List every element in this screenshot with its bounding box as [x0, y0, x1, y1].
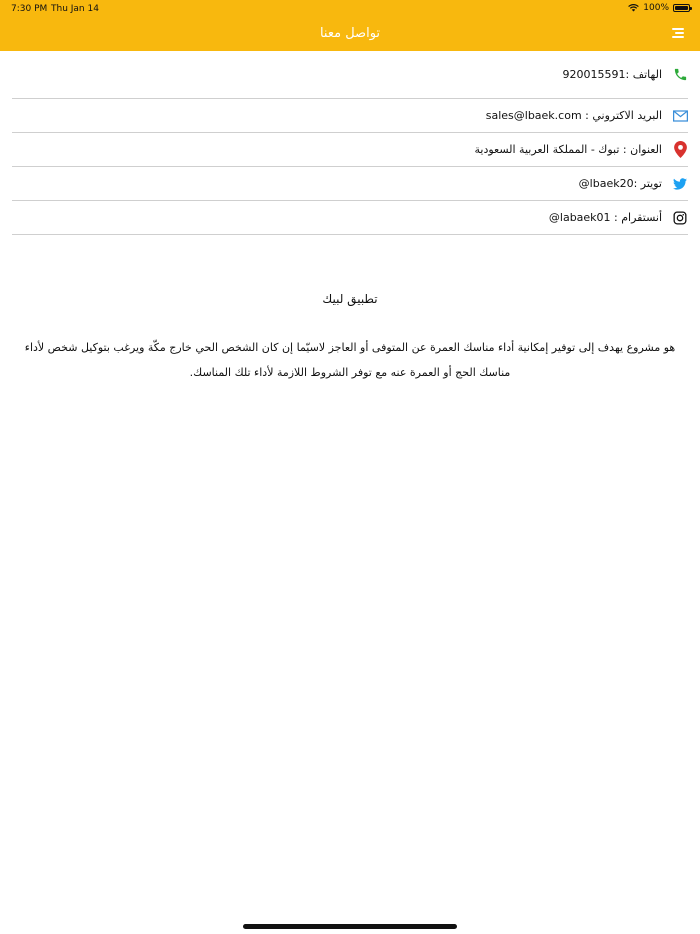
menu-icon[interactable] [670, 27, 684, 39]
contact-twitter-label: تويتر :lbaek20@ [578, 177, 662, 190]
twitter-icon [672, 176, 688, 192]
wifi-icon [628, 4, 639, 12]
app-header [0, 0, 700, 51]
contact-address-row[interactable] [12, 133, 688, 167]
home-indicator[interactable] [243, 924, 457, 929]
navbar [0, 17, 700, 51]
status-time: 7:30 PM [11, 4, 48, 14]
contact-instagram-row[interactable] [12, 201, 688, 235]
battery-icon [673, 4, 690, 12]
mail-icon [672, 108, 688, 124]
phone-icon [672, 67, 688, 83]
contact-instagram-label: أنستقرام : labaek01@ [548, 211, 662, 224]
contact-address-label: العنوان : تبوك - المملكة العربية السعودية [474, 143, 662, 156]
status-date: Thu Jan 14 [51, 4, 99, 14]
page-title: تواصل معنا [319, 26, 381, 41]
battery-percent: 100% [643, 3, 669, 13]
status-right [628, 3, 690, 13]
about-title: تطبيق لبيك [322, 292, 378, 306]
location-pin-icon [672, 142, 688, 158]
contact-twitter-row[interactable] [12, 167, 688, 201]
contact-phone-row[interactable] [12, 51, 688, 99]
contact-email-label: البريد الاكتروني : sales@lbaek.com [485, 109, 662, 122]
contact-email-row[interactable] [12, 99, 688, 133]
instagram-icon [672, 210, 688, 226]
contact-list [12, 51, 688, 235]
about-description: هو مشروع يهدف إلى توفير إمكانية أداء مناسك العمرة عن المتوفى أو العاجز لاسيّما إن كان الشخص الحي خارج مكّة ويرغب بتوكيل شخص لأداء مناسك الحج أو العمرة عنه مع توفر الشروط اللازمة لأداء تلك المناسك. [24, 341, 676, 379]
status-bar [0, 0, 700, 17]
contact-phone-label: الهاتف :920015591 [562, 68, 662, 81]
